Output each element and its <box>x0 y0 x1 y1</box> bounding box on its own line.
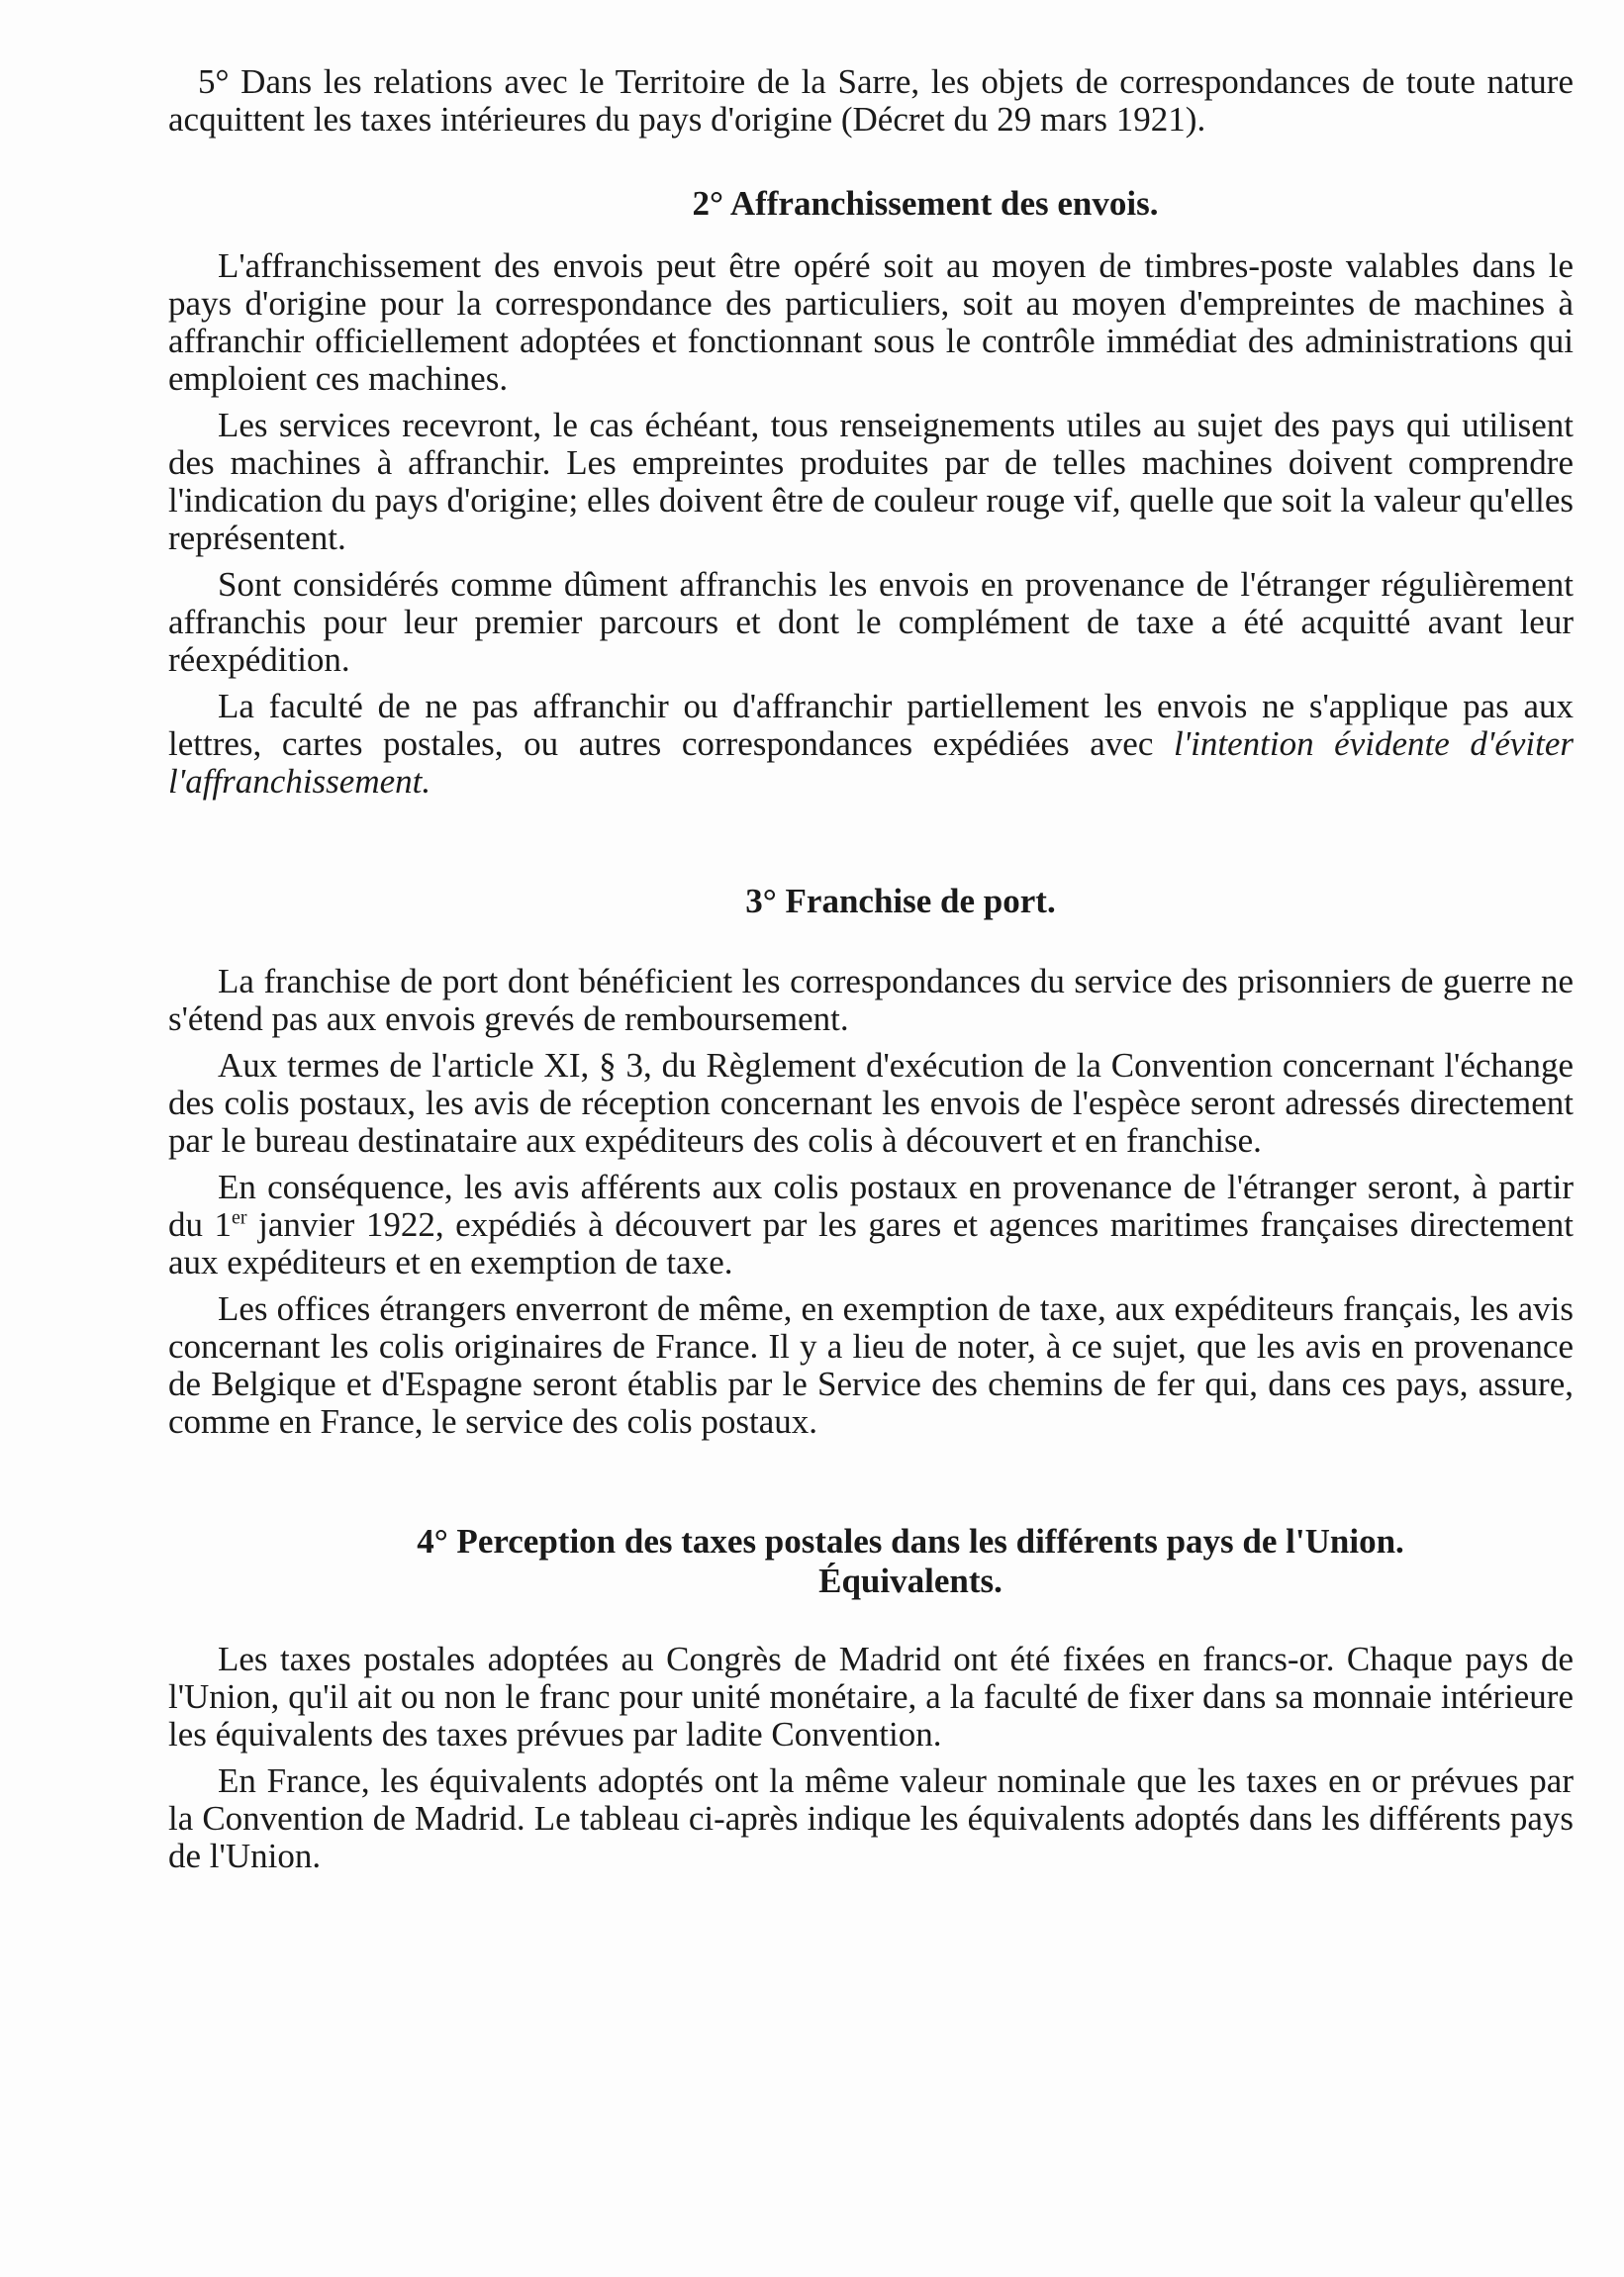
section-3-paragraph-3-start: En conséquence, les avis afférents aux colis postaux en provenance de l'étranger seront, à partir du 1 <box>168 1168 1574 1244</box>
section-2-paragraph-4-text: La faculté de ne pas affranchir ou d'affranchir partiellement les envois ne s'applique pas aux lettres, cartes postales, ou autres correspondances expédiées avec <box>168 687 1574 763</box>
section-2-paragraph-4 <box>168 688 1574 801</box>
section-3-paragraph-1: La franchise de port dont bénéficient les correspondances du service des prisonniers de guerre ne s'étend pas aux envois grevés de remboursement. <box>168 962 1574 1038</box>
section-2-paragraph-4-italic: l'intention évidente d'éviter l'affranchissement. <box>168 724 1574 801</box>
page-content <box>168 63 1574 1875</box>
intro-paragraph: 5° Dans les relations avec le Territoire de la Sarre, les objets de correspondances de toute nature acquittent les taxes intérieures du pays d'origine (Décret du 29 mars 1921). <box>168 62 1574 139</box>
section-2-paragraph-3: Sont considérés comme dûment affranchis les envois en provenance de l'étranger régulièrement affranchis pour leur premier parcours et dont le complément de taxe a été acquitté avant leur réexpédition. <box>168 565 1574 679</box>
section-2-heading: 2° Affranchissement des envois. <box>692 184 1159 223</box>
section-4-paragraph-1: Les taxes postales adoptées au Congrès de Madrid ont été fixées en francs-or. Chaque pays de l'Union, qu'il ait ou non le franc pour unité monétaire, a la faculté de fixer dans sa monnaie intérieure les équivalents des taxes prévues par ladite Convention. <box>168 1640 1574 1754</box>
section-4-heading-line-1: 4° Perception des taxes postales dans les différents pays de l'Union. <box>417 1522 1404 1561</box>
ordinal-superscript: er <box>232 1206 247 1229</box>
section-3-paragraph-3 <box>168 1169 1574 1281</box>
section-4-heading <box>168 1522 1574 1601</box>
section-3-heading: 3° Franchise de port. <box>745 882 1056 920</box>
section-4-paragraph-2: En France, les équivalents adoptés ont la même valeur nominale que les taxes en or prévues par la Convention de Madrid. Le tableau ci-après indique les équivalents adoptés dans les différents pays de l'Union. <box>168 1761 1574 1875</box>
section-3-paragraph-4: Les offices étrangers enverront de même, en exemption de taxe, aux expéditeurs français, les avis concernant les colis originaires de France. Il y a lieu de noter, à ce sujet, que les avis en provenance de Belgique et d'Espagne seront établis par le Service des chemins de fer qui, dans ces pays, assure, comme en France, le service des colis postaux. <box>168 1289 1574 1441</box>
section-2-paragraph-2: Les services recevront, le cas échéant, tous renseignements utiles au sujet des pays qui utilisent des machines à affranchir. Les empreintes produites par de telles machines doivent comprendre l'indication du pays d'origine; elles doivent être de couleur rouge vif, quelle que soit la valeur qu'elles représentent. <box>168 406 1574 557</box>
section-4-heading-line-2: Équivalents. <box>818 1562 1003 1600</box>
section-3-paragraph-3-end: janvier 1922, expédiés à découvert par les gares et agences maritimes françaises directement aux expéditeurs et en exemption de taxe. <box>168 1205 1574 1281</box>
section-2-paragraph-1: L'affranchissement des envois peut être opéré soit au moyen de timbres-poste valables dans le pays d'origine pour la correspondance des particuliers, soit au moyen d'empreintes de machines à affranchir officiellement adoptées et fonctionnant sous le contrôle immédiat des administrations qui emploient ces machines. <box>168 246 1574 398</box>
section-3-paragraph-2: Aux termes de l'article XI, § 3, du Règlement d'exécution de la Convention concernant l'échange des colis postaux, les avis de réception concernant les envois de l'espèce seront adressés directement par le bureau destinataire aux expéditeurs des colis à découvert et en franchise. <box>168 1046 1574 1160</box>
